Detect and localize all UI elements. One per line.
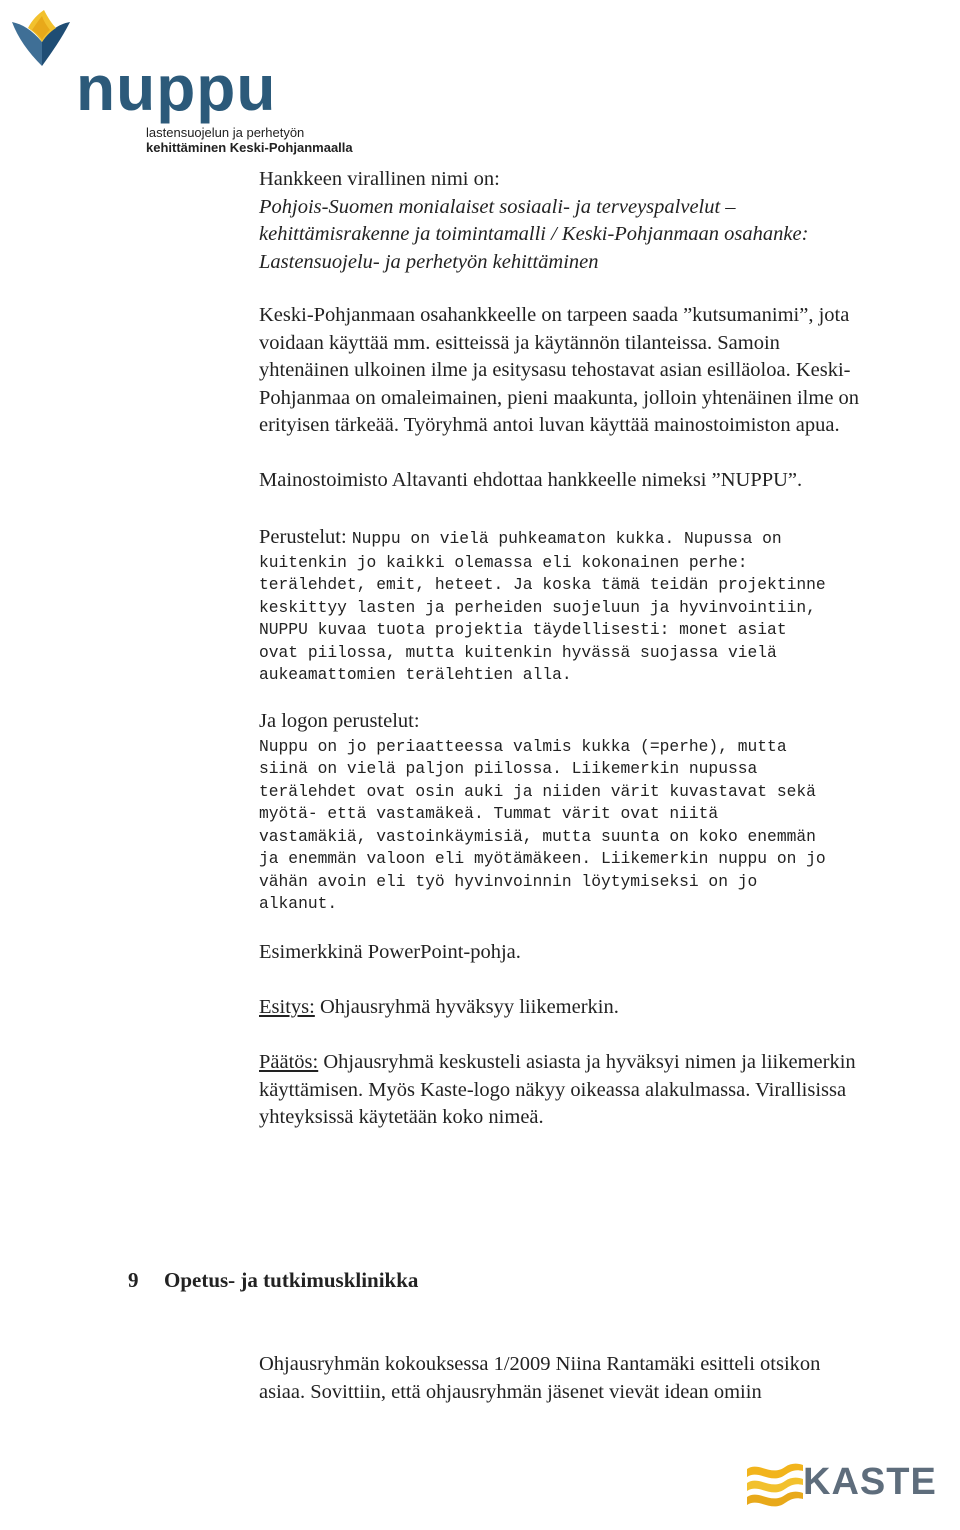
logo-reasons-line: vähän avoin eli työ hyvinvoinnin löytymiseksi on jo [259, 871, 758, 891]
section-paragraph [259, 1351, 959, 1406]
paragraph-line: Pohjanmaa on omaleimainen, pieni maakunta, jolloin yhtenäinen ilme on [259, 386, 860, 409]
logo-reasons-line: alkanut. [259, 894, 338, 913]
paragraph-line: Ohjausryhmän kokouksessa 1/2009 Niina Rantamäki esitteli otsikon [259, 1353, 821, 1375]
section-title: Opetus- ja tutkimusklinikka [164, 1268, 419, 1292]
proposal-text: Ohjausryhmä hyväksyy liikemerkin. [314, 996, 619, 1018]
reasons-line: Nuppu on vielä puhkeamaton kukka. Nupussa on [351, 529, 782, 548]
reasons-line: NUPPU kuvaa tuota projektia täydellisesti: monet asiat [259, 620, 787, 639]
logo-reasons-line: Nuppu on jo periaatteessa valmis kukka (=perhe), mutta [259, 736, 787, 756]
reasons-block [259, 524, 959, 687]
reasons-line: keskittyy lasten ja perheiden suojeluun ja hyvinvointiin, [259, 597, 816, 617]
logo-tagline [146, 125, 353, 155]
decision-label: Päätös: [259, 1051, 319, 1073]
nuppu-wordmark: nuppu [76, 52, 277, 124]
nuppu-logo [8, 8, 368, 158]
kaste-wordmark: KASTE [803, 1461, 937, 1503]
logo-reasons-block [259, 708, 959, 916]
proposal-label: Esitys: [259, 996, 315, 1018]
logo-tagline-line-2: kehittäminen Keski-Pohjanmaalla [146, 140, 353, 155]
section-heading [128, 1268, 418, 1293]
logo-reasons-line: vastamäkiä, vastoinkäymisiä, mutta suunta on koko enemmän [259, 826, 816, 846]
decision-line: käyttämisen. Myös Kaste-logo näkyy oikeassa alakulmassa. Virallisissa [259, 1078, 847, 1101]
suggestion-paragraph: Mainostoimisto Altavanti ehdottaa hankkeelle nimeksi ”NUPPU”. [259, 469, 803, 491]
logo-reasons-line: ja enemmän valoon eli myötämäkeen. Liikemerkin nuppu on jo [259, 849, 826, 868]
paragraph-line: erityisen tärkeää. Työryhmä antoi luvan käyttää mainostoimiston apua. [259, 414, 840, 436]
logo-reasons-line: myötä- että vastamäkeä. Tummat värit ovat niitä [259, 804, 719, 823]
kaste-logo [745, 1455, 955, 1515]
logo-reasons-line: siinä on vielä paljon piilossa. Liikemerkin nupussa [259, 759, 758, 778]
reasons-line: kuitenkin jo kaikki olemassa eli kokonainen perhe: [259, 552, 748, 572]
reasons-line: terälehdet, emit, heteet. Ja koska tämä teidän projektinne [259, 575, 826, 594]
reasons-line: aukeamattomien terälehtien alla. [259, 665, 572, 684]
logo-reasons-line: terälehdet ovat osin auki ja niiden värit kuvastavat sekä [259, 781, 816, 801]
paragraph-line: asiaa. Sovittiin, että ohjausryhmän jäsenet vievät idean omiin [259, 1380, 762, 1403]
official-name-label: Hankkeen virallinen nimi on: [259, 168, 500, 190]
official-name-line: kehittämisrakenne ja toimintamalli / Keski-Pohjanmaan osahanke: [259, 223, 809, 245]
logo-tagline-line-1: lastensuojelun ja perhetyön [146, 125, 305, 140]
proposal-paragraph [259, 994, 959, 1022]
logo-reasons-label: Ja logon perustelut: [259, 710, 420, 732]
kaste-waves-icon [745, 1455, 805, 1515]
paragraph-line: Keski-Pohjanmaan osahankkeelle on tarpeen saada ”kutsumanimi”, jota [259, 304, 850, 326]
paragraph-line: yhtenäinen ulkoinen ilme ja esitysasu tehostavat asian esilläoloa. Keski- [259, 359, 851, 381]
official-name-line: Lastensuojelu- ja perhetyön kehittäminen [259, 250, 599, 273]
flower-bud-icon [8, 8, 78, 78]
decision-line: Ohjausryhmä keskusteli asiasta ja hyväksyi nimen ja liikemerkin [318, 1051, 856, 1073]
official-name-line: Pohjois-Suomen monialaiset sosiaali- ja terveyspalvelut – [259, 195, 736, 218]
decision-paragraph [259, 1049, 959, 1132]
section-number: 9 [128, 1268, 139, 1292]
reasons-line: ovat piilossa, mutta kuitenkin hyvässä suojassa vielä [259, 642, 777, 662]
example-paragraph: Esimerkkinä PowerPoint-pohja. [259, 941, 521, 963]
decision-line: yhteyksissä käytetään koko nimeä. [259, 1106, 544, 1128]
reasons-label: Perustelut: [259, 526, 347, 548]
official-name-block [259, 166, 959, 276]
need-paragraph [259, 302, 959, 440]
paragraph-line: voidaan käyttää mm. esitteissä ja käytännön tilanteissa. Samoin [259, 331, 780, 354]
